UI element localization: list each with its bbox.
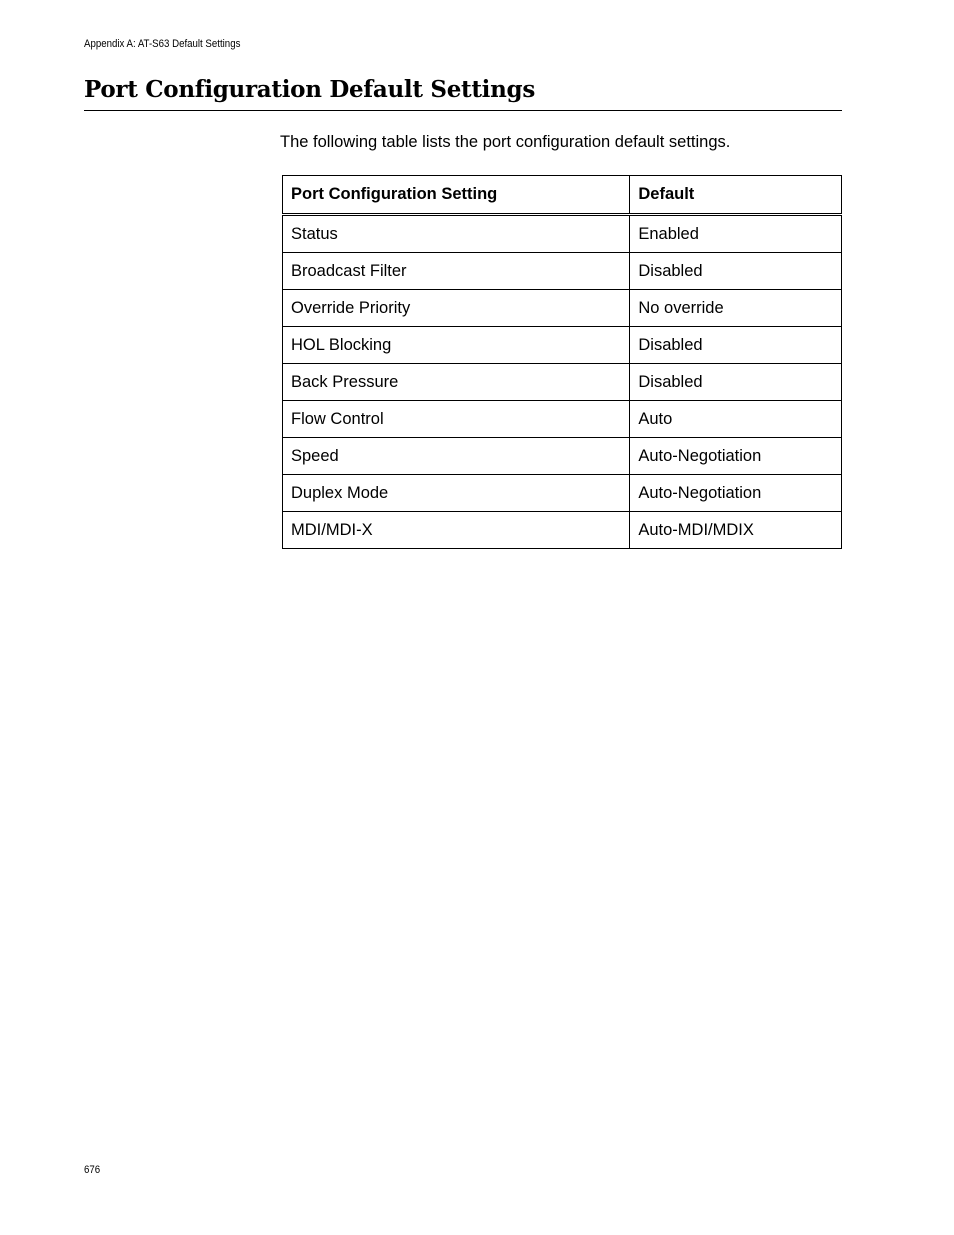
page-number: 676	[84, 1164, 101, 1176]
setting-cell: HOL Blocking	[283, 327, 630, 364]
table-row	[283, 327, 842, 364]
default-cell: Disabled	[630, 253, 842, 290]
default-cell: Enabled	[630, 215, 842, 253]
table-header-row	[283, 176, 842, 215]
running-header: Appendix A: AT-S63 Default Settings	[84, 38, 241, 50]
intro-paragraph: The following table lists the port configuration default settings.	[280, 133, 731, 151]
setting-cell: Back Pressure	[283, 364, 630, 401]
column-header-setting: Port Configuration Setting	[283, 176, 630, 215]
default-cell: Auto-Negotiation	[630, 438, 842, 475]
title-rule	[84, 110, 842, 111]
default-cell: Auto-MDI/MDIX	[630, 512, 842, 549]
default-cell: Auto	[630, 401, 842, 438]
table-row	[283, 475, 842, 512]
default-cell: Auto-Negotiation	[630, 475, 842, 512]
port-defaults-table	[282, 175, 842, 549]
setting-cell: Override Priority	[283, 290, 630, 327]
table-row	[283, 253, 842, 290]
column-header-default: Default	[630, 176, 842, 215]
setting-cell: Speed	[283, 438, 630, 475]
table-row	[283, 290, 842, 327]
section-title: Port Configuration Default Settings	[84, 76, 535, 103]
setting-cell: Broadcast Filter	[283, 253, 630, 290]
default-cell: Disabled	[630, 364, 842, 401]
table-row	[283, 438, 842, 475]
default-cell: No override	[630, 290, 842, 327]
setting-cell: MDI/MDI-X	[283, 512, 630, 549]
table-row	[283, 215, 842, 253]
table-row	[283, 401, 842, 438]
table-row	[283, 512, 842, 549]
table-row	[283, 364, 842, 401]
setting-cell: Duplex Mode	[283, 475, 630, 512]
default-cell: Disabled	[630, 327, 842, 364]
setting-cell: Flow Control	[283, 401, 630, 438]
setting-cell: Status	[283, 215, 630, 253]
